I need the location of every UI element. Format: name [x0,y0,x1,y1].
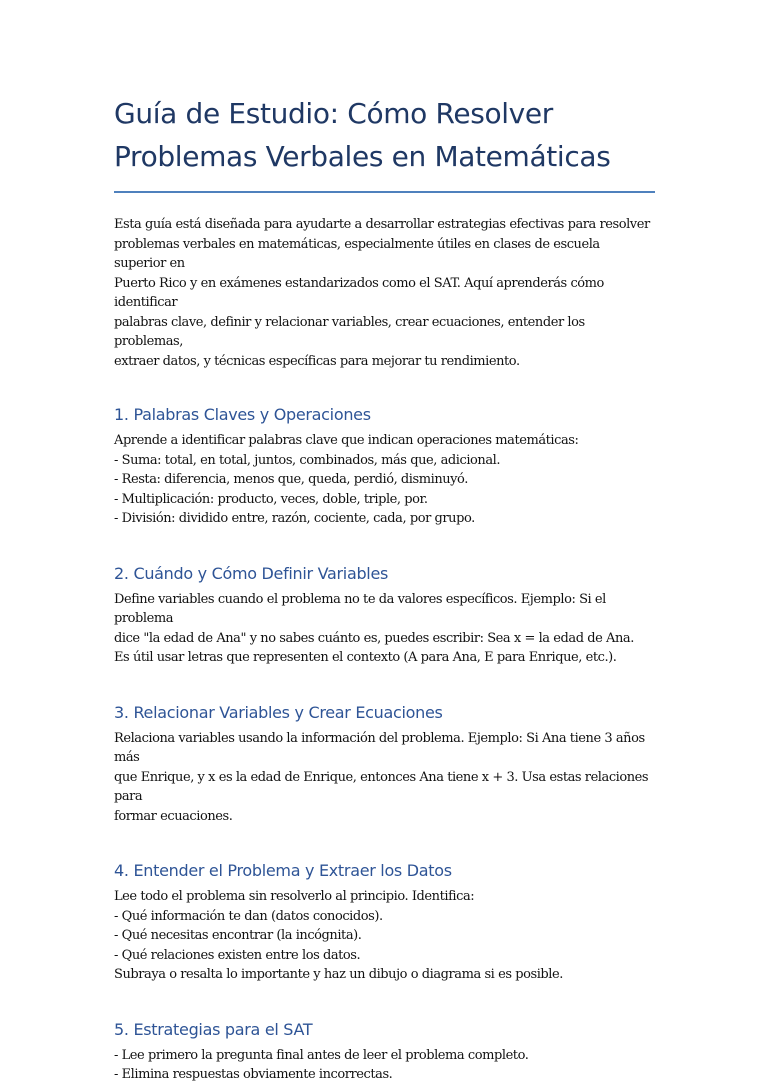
intro-paragraph: Esta guía está diseñada para ayudarte a desarrollar estrategias efectivas para resolver problemas verbales en matemáticas, especialmente útiles en clases de escuela superior en Puerto Rico y en exámenes estandarizados como el SAT. Aquí aprenderás cómo identificar palabras clave, definir y relacionar variables, crear ecuaciones, entender los problemas, extraer datos, y técnicas específicas para mejorar tu rendimiento. [114,217,650,369]
section-extraer-datos [114,860,655,985]
document-title: Guía de Estudio: Cómo Resolver Problemas Verbales en Matemáticas [114,97,611,173]
title-underline [114,191,655,193]
section-body: Define variables cuando el problema no te da valores específicos. Ejemplo: Si el problema dice "la edad de Ana" y no sabes cuánto es, puedes escribir: Sea x = la edad de Ana. Es útil usar letras que representen el contexto (A para Ana, E para Enrique, etc.). [114,591,634,665]
section-heading: 1. Palabras Claves y Operaciones [114,405,371,424]
section-body: Relaciona variables usando la información del problema. Ejemplo: Si Ana tiene 3 años más que Enrique, y x es la edad de Enrique, entonces Ana tiene x + 3. Usa estas relaciones para formar ecuaciones. [114,730,649,824]
section-crear-ecuaciones [114,702,655,827]
section-body: Lee todo el problema sin resolverlo al principio. Identifica: - Qué información te dan (datos conocidos). - Qué necesitas encontrar (la incógnita). - Qué relaciones existen entre los datos. Subraya o resalta lo importante y haz un dibujo o diagrama si es posible. [114,889,563,982]
section-heading: 3. Relacionar Variables y Crear Ecuaciones [114,702,443,722]
section-body: Aprende a identificar palabras clave que indican operaciones matemáticas: - Suma: total, en total, juntos, combinados, más que, adicional. - Resta: diferencia, menos que, queda, perdió, disminuyó. - Multiplicación: producto, veces, doble, triple, por. - División: dividido entre, razón, cociente, cada, por grupo. [114,433,579,526]
section-palabras-claves [114,404,655,529]
section-body: - Lee primero la pregunta final antes de leer el problema completo. - Elimina respuestas obviamente incorrectas. [114,1047,529,1082]
section-heading: 4. Entender el Problema y Extraer los Datos [114,861,452,880]
section-heading: 5. Estrategias para el SAT [114,1019,313,1039]
section-definir-variables [114,563,655,668]
section-heading: 2. Cuándo y Cómo Definir Variables [114,563,389,583]
section-estrategias-sat [114,1019,655,1085]
